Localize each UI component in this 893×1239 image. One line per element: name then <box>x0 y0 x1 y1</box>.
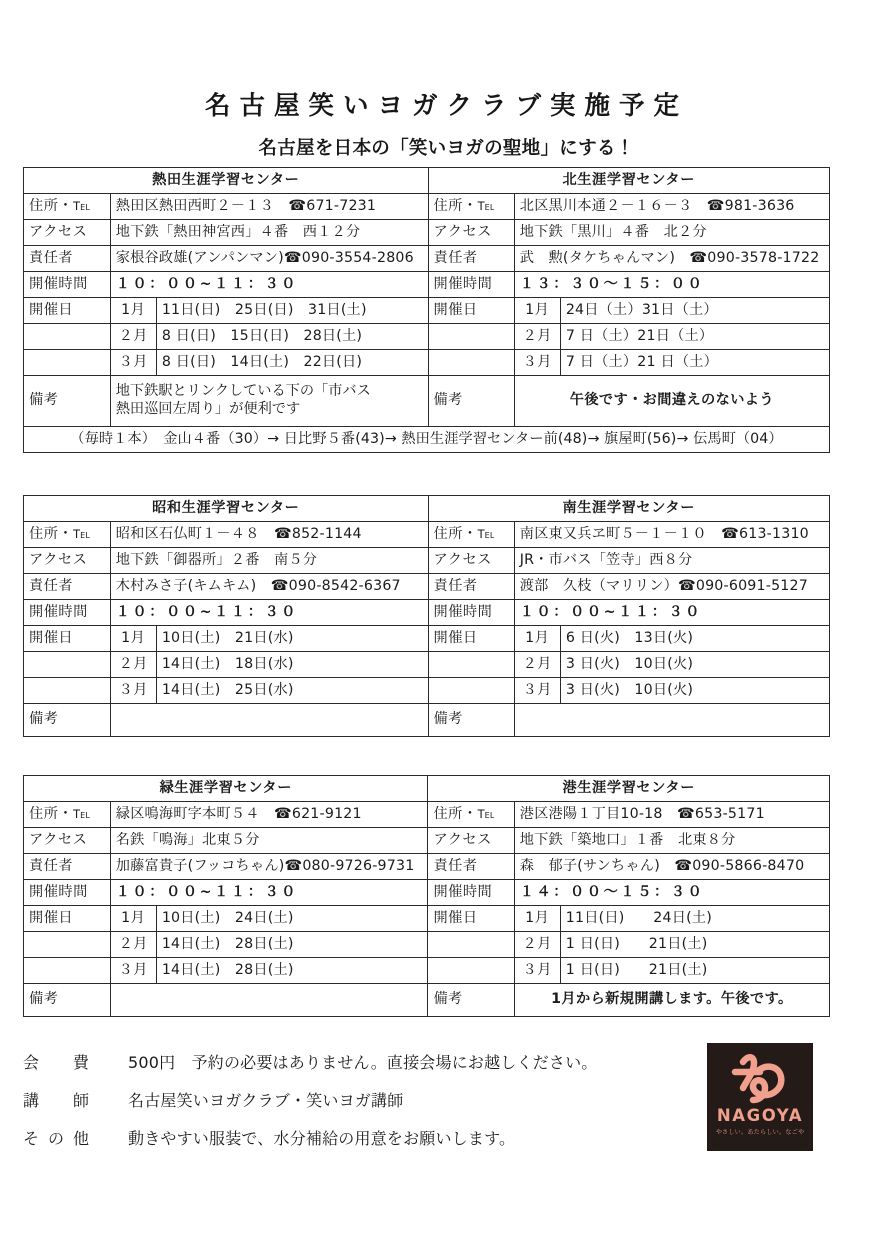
logo-tagline: やさしい。あたらしい。なごや <box>715 1128 805 1136</box>
value-remarks <box>110 704 428 737</box>
month-label: 1月 <box>110 626 156 652</box>
center-table-block-1 <box>23 167 830 453</box>
label-date-blank <box>428 958 514 984</box>
table-row-date-3 <box>24 958 829 984</box>
table-row-remarks <box>24 984 829 1017</box>
value-manager: 木村みさ子(キムキム) ☎090-8542-6367 <box>110 574 428 600</box>
label-manager: 責任者 <box>24 574 110 600</box>
label-tel-smallcaps: Tel <box>73 199 91 213</box>
table-row-time <box>24 880 829 906</box>
label-remarks: 備考 <box>24 704 110 737</box>
footer-value: 名古屋笑いヨガクラブ・笑いヨガ講師 <box>128 1091 404 1110</box>
value-remarks-red: 午後です・お間違えのないよう <box>514 376 829 427</box>
label-time: 開催時間 <box>24 600 110 626</box>
days-list: 14日(土) 28日(土) <box>156 932 428 958</box>
month-label: ２月 <box>110 324 156 350</box>
month-label: ２月 <box>514 324 560 350</box>
table-row-date-2 <box>24 324 829 350</box>
schedule-table <box>24 776 829 1016</box>
label-access: アクセス <box>24 548 110 574</box>
value-time: １３：３０～１５：００ <box>514 272 829 298</box>
month-label: ３月 <box>514 958 560 984</box>
table-row-date-1 <box>24 906 829 932</box>
label-tel-smallcaps: Tel <box>73 807 91 821</box>
bus-route-note: （毎時１本） 金山４番（30）→ 日比野５番(43)→ 熱田生涯学習センター前(48)→ 旗屋町(56)→ 伝馬町（04） <box>24 427 829 453</box>
label-access: アクセス <box>428 828 514 854</box>
table-row-header <box>24 168 829 194</box>
table-row-access <box>24 828 829 854</box>
label-time: 開催時間 <box>428 880 514 906</box>
month-label: ３月 <box>514 678 560 704</box>
month-label: ３月 <box>514 350 560 376</box>
label-date-blank <box>428 350 514 376</box>
label-date: 開催日 <box>24 626 110 652</box>
value-time: １０：００~１１：３０ <box>110 600 428 626</box>
footer-key: 会 費 <box>23 1053 99 1072</box>
table-row-date-2 <box>24 932 829 958</box>
center-name: 南生涯学習センター <box>428 496 829 522</box>
table-row-date-1 <box>24 626 829 652</box>
page-subtitle: 名古屋を日本の「笑いヨガの聖地」にする！ <box>258 138 635 159</box>
value-remarks <box>514 704 829 737</box>
value-address: 緑区鳴海町字本町５４ ☎621-9121 <box>110 802 428 828</box>
value-access: 地下鉄「築地口」１番 北東８分 <box>514 828 829 854</box>
days-list: 11日(日) 24日(土) <box>560 906 829 932</box>
days-list: 1 日(日) 21日(土) <box>560 958 829 984</box>
value-address: 南区東又兵ヱ町５－１－１０ ☎613-1310 <box>514 522 829 548</box>
footer-row-fee <box>23 1050 723 1073</box>
value-access: JR・市バス「笠寺」西８分 <box>514 548 829 574</box>
days-list: 7 日（土）21日（土） <box>560 324 829 350</box>
table-row-address <box>24 802 829 828</box>
table-row-remarks <box>24 704 829 737</box>
table-row-date-3 <box>24 350 829 376</box>
label-time: 開催時間 <box>24 880 110 906</box>
label-date: 開催日 <box>428 906 514 932</box>
label-address-tel <box>24 522 110 548</box>
table-row-access <box>24 548 829 574</box>
month-label: 1月 <box>110 906 156 932</box>
label-remarks: 備考 <box>428 704 514 737</box>
label-address-text: 住所・ <box>29 197 74 214</box>
value-remarks <box>110 984 428 1017</box>
label-date-blank <box>428 678 514 704</box>
days-list: 8 日(日) 14日(土) 22日(日) <box>156 350 428 376</box>
label-manager: 責任者 <box>24 246 110 272</box>
nagoya-city-logo <box>708 1044 812 1150</box>
page-title: 名古屋笑いヨガクラブ実施予定 <box>204 91 688 121</box>
nagoya-hiragana-na-icon <box>708 1048 812 1110</box>
table-row-header <box>24 496 829 522</box>
table-row-address <box>24 522 829 548</box>
days-list: 24日（土）31日（土） <box>560 298 829 324</box>
month-label: ２月 <box>514 932 560 958</box>
table-row-manager <box>24 854 829 880</box>
table-row-date-2 <box>24 652 829 678</box>
label-date-blank <box>428 932 514 958</box>
value-manager: 渡部 久枝（マリリン）☎090-6091-5127 <box>514 574 829 600</box>
table-row-address <box>24 194 829 220</box>
table-row-header <box>24 776 829 802</box>
month-label: ３月 <box>110 958 156 984</box>
footer-value: 500円 予約の必要はありません。直接会場にお越しください。 <box>128 1053 598 1072</box>
label-date-blank <box>428 324 514 350</box>
days-list: 6 日(火) 13日(火) <box>560 626 829 652</box>
label-access: アクセス <box>24 220 110 246</box>
value-address: 港区港陽１丁目10-18 ☎653-5171 <box>514 802 829 828</box>
month-label: 1月 <box>514 906 560 932</box>
footer-key: その他 <box>23 1129 99 1148</box>
schedule-table <box>24 496 829 736</box>
label-date-blank <box>428 652 514 678</box>
label-date-blank <box>24 932 110 958</box>
days-list: 1 日(日) 21日(土) <box>560 932 829 958</box>
label-address-text: 住所・ <box>433 525 478 542</box>
label-remarks: 備考 <box>428 376 514 427</box>
label-date: 開催日 <box>24 906 110 932</box>
days-list: 10日(土) 21日(水) <box>156 626 428 652</box>
table-row-time <box>24 272 829 298</box>
days-list: 10日(土) 24日(土) <box>156 906 428 932</box>
value-access: 地下鉄「御器所」２番 南５分 <box>110 548 428 574</box>
footer-key: 講 師 <box>23 1091 99 1110</box>
label-address-text: 住所・ <box>433 805 478 822</box>
month-label: ３月 <box>110 678 156 704</box>
label-date-blank <box>24 324 110 350</box>
label-date-blank <box>24 350 110 376</box>
label-date: 開催日 <box>428 626 514 652</box>
value-access: 地下鉄「熱田神宮西」４番 西１２分 <box>110 220 428 246</box>
label-time: 開催時間 <box>24 272 110 298</box>
logo-wordmark: NAGOYA <box>716 1106 804 1125</box>
month-label: 1月 <box>514 626 560 652</box>
month-label: ３月 <box>110 350 156 376</box>
center-name: 熱田生涯学習センター <box>24 168 428 194</box>
label-address-tel <box>24 802 110 828</box>
label-date-blank <box>24 958 110 984</box>
days-list: 7 日（土）21 日（土） <box>560 350 829 376</box>
label-tel-smallcaps: Tel <box>73 527 91 541</box>
days-list: 14日(土) 18日(水) <box>156 652 428 678</box>
days-list: 14日(土) 28日(土) <box>156 958 428 984</box>
center-table-block-2 <box>23 495 830 737</box>
value-address: 熱田区熱田西町２－１３ ☎671-7231 <box>110 194 428 220</box>
days-list: 3 日(火) 10日(火) <box>560 678 829 704</box>
value-address: 昭和区石仏町１－４８ ☎852-1144 <box>110 522 428 548</box>
label-tel-smallcaps: Tel <box>477 807 495 821</box>
value-time: １４：００～１５：３０ <box>514 880 829 906</box>
label-tel-smallcaps: Tel <box>477 199 495 213</box>
center-name: 緑生涯学習センター <box>24 776 428 802</box>
label-access: アクセス <box>24 828 110 854</box>
label-remarks: 備考 <box>24 984 110 1017</box>
table-row-time <box>24 600 829 626</box>
value-manager: 武 勲(タケちゃんマン) ☎090-3578-1722 <box>514 246 829 272</box>
label-address-tel <box>428 802 514 828</box>
value-manager: 家根谷政雄(アンパンマン)☎090-3554-2806 <box>110 246 428 272</box>
month-label: ２月 <box>110 652 156 678</box>
footer-row-instructor <box>23 1088 723 1111</box>
table-row-bus-route <box>24 427 829 453</box>
table-row-manager <box>24 574 829 600</box>
label-address-text: 住所・ <box>29 525 74 542</box>
schedule-table <box>24 168 829 452</box>
value-address: 北区黒川本通２－１６－３ ☎981-3636 <box>514 194 829 220</box>
value-access: 名鉄「鳴海」北東５分 <box>110 828 428 854</box>
label-address-tel <box>428 522 514 548</box>
value-time: １０：００~１１：３０ <box>514 600 829 626</box>
label-address-tel <box>428 194 514 220</box>
label-date: 開催日 <box>428 298 514 324</box>
table-row-date-3 <box>24 678 829 704</box>
center-table-block-3 <box>23 775 830 1017</box>
label-date-blank <box>24 652 110 678</box>
value-time: １０：００~１１：３０ <box>110 272 428 298</box>
table-row-manager <box>24 246 829 272</box>
days-list: 8 日(日) 15日(日) 28日(土) <box>156 324 428 350</box>
center-name: 北生涯学習センター <box>428 168 829 194</box>
value-manager: 加藤富貴子(フッコちゃん)☎080-9726-9731 <box>110 854 428 880</box>
label-date-blank <box>24 678 110 704</box>
value-access: 地下鉄「黒川」４番 北２分 <box>514 220 829 246</box>
label-time: 開催時間 <box>428 272 514 298</box>
value-manager: 森 郁子(サンちゃん) ☎090-5866-8470 <box>514 854 829 880</box>
days-list: 3 日(火) 10日(火) <box>560 652 829 678</box>
value-remarks: 地下鉄駅とリンクしている下の「市バス 熱田巡回左周り」が便利です <box>110 376 428 427</box>
label-manager: 責任者 <box>428 854 514 880</box>
label-time: 開催時間 <box>428 600 514 626</box>
label-address-text: 住所・ <box>433 197 478 214</box>
label-tel-smallcaps: Tel <box>477 527 495 541</box>
month-label: 1月 <box>110 298 156 324</box>
label-manager: 責任者 <box>24 854 110 880</box>
days-list: 14日(土) 25日(水) <box>156 678 428 704</box>
table-row-access <box>24 220 829 246</box>
footer-value: 動きやすい服装で、水分補給の用意をお願いします。 <box>128 1129 516 1148</box>
label-access: アクセス <box>428 548 514 574</box>
footer-info <box>23 1050 723 1164</box>
table-row-date-1 <box>24 298 829 324</box>
month-label: ２月 <box>110 932 156 958</box>
label-date: 開催日 <box>24 298 110 324</box>
center-name: 昭和生涯学習センター <box>24 496 428 522</box>
value-remarks-red: 1月から新規開講します。午後です。 <box>514 984 829 1017</box>
center-name: 港生涯学習センター <box>428 776 829 802</box>
footer-row-other <box>23 1126 723 1149</box>
label-remarks: 備考 <box>428 984 514 1017</box>
label-address-tel <box>24 194 110 220</box>
table-row-remarks <box>24 376 829 427</box>
label-remarks: 備考 <box>24 376 110 427</box>
label-manager: 責任者 <box>428 574 514 600</box>
days-list: 11日(日) 25日(日) 31日(土) <box>156 298 428 324</box>
label-access: アクセス <box>428 220 514 246</box>
month-label: 1月 <box>514 298 560 324</box>
value-time: １０：００~１１：３０ <box>110 880 428 906</box>
month-label: ２月 <box>514 652 560 678</box>
label-manager: 責任者 <box>428 246 514 272</box>
label-address-text: 住所・ <box>29 805 74 822</box>
